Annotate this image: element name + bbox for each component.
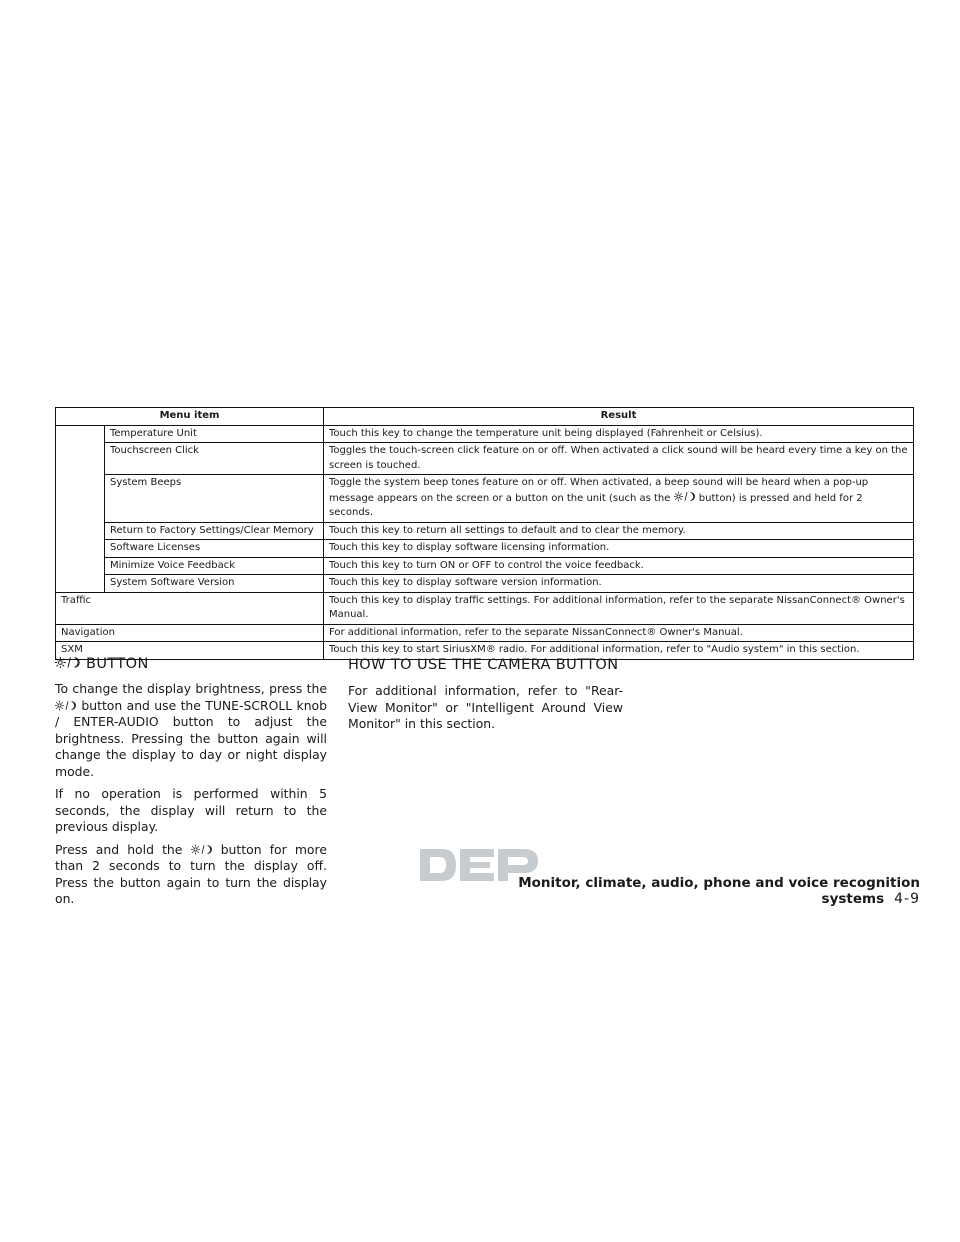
heading-text: BUTTON <box>86 656 149 672</box>
footer-title: Monitor, climate, audio, phone and voice recognition systems <box>518 875 920 907</box>
paragraph: For additional information, refer to "Rear-View Monitor" or "Intelligent Around View Monitor" in this section. <box>348 683 623 731</box>
table-header-row <box>56 408 914 426</box>
table-row <box>56 575 914 593</box>
indent-cell <box>56 425 105 592</box>
menu-item-cell: Traffic <box>56 592 324 624</box>
button-section <box>55 655 327 914</box>
result-cell: Touch this key to turn ON or OFF to control the voice feedback. <box>324 557 914 575</box>
header-result: Result <box>324 408 914 426</box>
day-night-icon <box>191 844 213 855</box>
table-row <box>56 522 914 540</box>
menu-item-cell: Temperature Unit <box>105 425 324 443</box>
table-row <box>56 557 914 575</box>
result-cell: Touch this key to display software licensing information. <box>324 540 914 558</box>
day-night-icon <box>55 656 81 669</box>
paragraph <box>55 681 327 780</box>
text-b: button and use the TUNE-SCROLL knob / ENTER-AUDIO button to adjust the brightness. Pressing the button again will change the display to day or night display mode. <box>55 697 327 779</box>
table-row <box>56 475 914 523</box>
settings-menu-table <box>55 407 914 660</box>
camera-section <box>348 656 623 739</box>
menu-item-cell: Navigation <box>56 624 324 642</box>
result-cell: Touch this key to display software version information. <box>324 575 914 593</box>
result-cell: Toggles the touch-screen click feature on or off. When activated a click sound will be heard every time a key on the screen is touched. <box>324 443 914 475</box>
menu-item-cell: SXM <box>56 642 324 660</box>
table-row <box>56 425 914 443</box>
menu-item-cell: Return to Factory Settings/Clear Memory <box>105 522 324 540</box>
menu-item-cell: Minimize Voice Feedback <box>105 557 324 575</box>
result-cell: Touch this key to start SiriusXM® radio. For additional information, refer to "Audio system" in this section. <box>324 642 914 660</box>
section-heading <box>55 655 327 674</box>
day-night-icon <box>674 491 696 502</box>
day-night-icon <box>55 700 77 711</box>
table-row <box>56 624 914 642</box>
result-cell: Touch this key to return all settings to default and to clear the memory. <box>324 522 914 540</box>
paragraph <box>55 842 327 908</box>
table-row <box>56 540 914 558</box>
section-heading: HOW TO USE THE CAMERA BUTTON <box>348 657 619 673</box>
text-b: button for more than 2 seconds to turn the display off. Press the button again to turn the display on. <box>55 841 327 906</box>
result-cell: Touch this key to change the temperature unit being displayed (Fahrenheit or Celsius). <box>324 425 914 443</box>
result-cell: For additional information, refer to the separate NissanConnect® Owner's Manual. <box>324 624 914 642</box>
paragraph: If no operation is performed within 5 seconds, the display will return to the previous display. <box>55 786 327 834</box>
menu-item-cell: Software Licenses <box>105 540 324 558</box>
page-footer <box>430 875 920 907</box>
result-cell: Touch this key to display traffic settings. For additional information, refer to the separate NissanConnect® Owner's Manual. <box>324 592 914 624</box>
result-text-a: Toggle the system beep tones feature on or off. When activated, a beep sound will be heard when a pop-up message appears on the screen or a button on the unit (such as the <box>329 477 869 504</box>
result-cell <box>324 475 914 523</box>
table-row <box>56 592 914 624</box>
menu-item-cell: System Beeps <box>105 475 324 523</box>
menu-item-cell: System Software Version <box>105 575 324 593</box>
menu-item-cell: Touchscreen Click <box>105 443 324 475</box>
result-text-b: button) is pressed and held for 2 seconds. <box>329 492 863 518</box>
header-menu-item: Menu item <box>56 408 324 426</box>
table-row <box>56 443 914 475</box>
text-a: To change the display brightness, press the <box>55 681 327 696</box>
text-a: Press and hold the <box>55 841 183 857</box>
page-number: 4-9 <box>894 891 920 907</box>
